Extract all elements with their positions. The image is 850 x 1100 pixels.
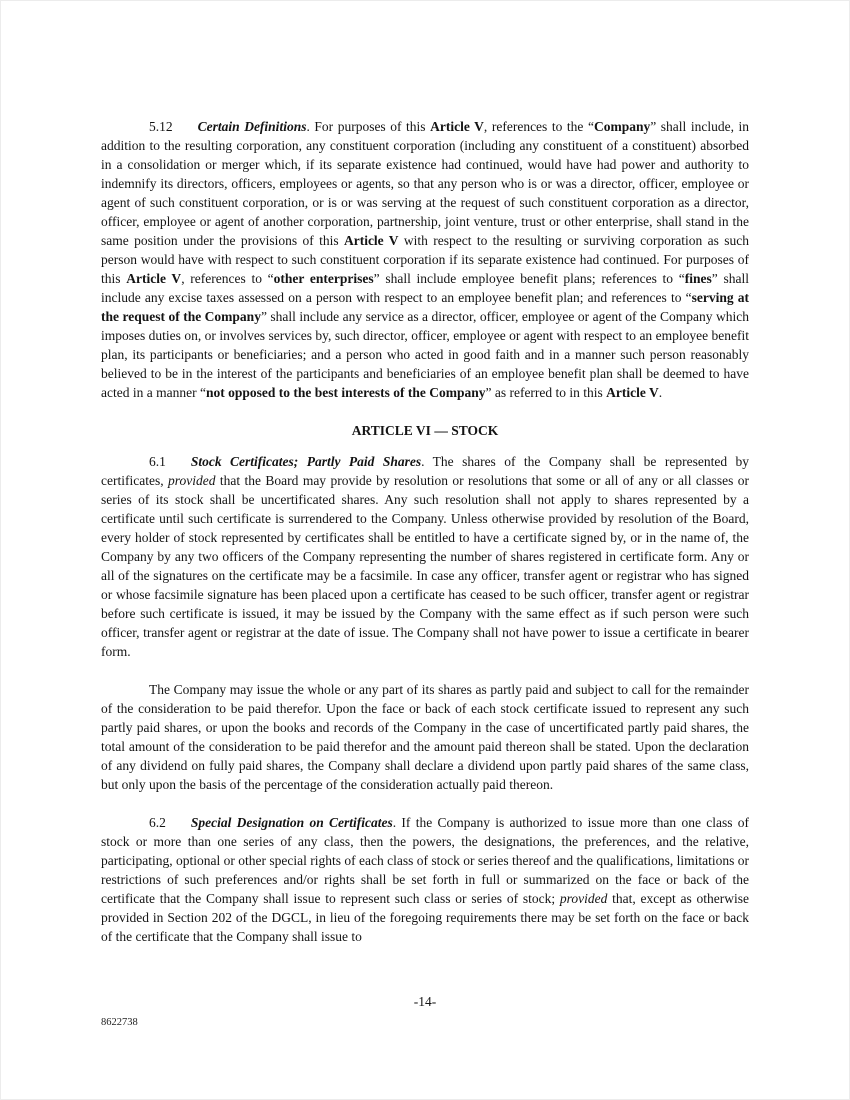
paragraph (101, 117, 749, 402)
document-content (101, 117, 749, 946)
text-run: other enterprises (273, 271, 374, 286)
text-run: provided (167, 473, 216, 488)
text-run: ARTICLE VI — STOCK (351, 423, 499, 438)
text-run: Article V (606, 385, 659, 400)
text-run: not opposed to the best interests of the Company (205, 385, 486, 400)
text-run: that, except as otherwise provided in Section 202 of the DGCL, in lieu of the foregoing requirements there may be set forth on the face or back of the certificate that the Company shall issue to (101, 891, 749, 944)
text-run: with respect to the resulting or surviving corporation as such person would have with respect to such constituent corporation if its separate existence had continued. For purposes of this (101, 233, 749, 286)
paragraph (101, 680, 749, 794)
text-run: ” as referred to in this (485, 385, 607, 400)
text-run: fines (684, 271, 712, 286)
text-run: 6.2 (149, 815, 166, 830)
text-run: 6.1 (149, 454, 166, 469)
text-run: Special Designation on Certificates (190, 815, 393, 830)
text-run: serving at the request of the Company (101, 290, 749, 324)
text-run: The Company may issue the whole or any part of its shares as partly paid and subject to call for the remainder of the consideration to be paid therefor. Upon the face or back of each stock certificate issued to represent any such partly paid shares, or upon the books and records of the Company in the case of uncertificated partly paid shares, the total amount of the consideration to be paid therefor and the amount paid thereon shall be stated. Upon the declaration of any dividend on fully paid shares, the Company shall declare a dividend upon partly paid shares of the same class, but only upon the basis of the percentage of the consideration actually paid thereon. (101, 682, 749, 792)
text-run: Stock Certificates; Partly Paid Shares (190, 454, 422, 469)
document-id-footer: 8622738 (101, 1017, 138, 1028)
paragraph (101, 813, 749, 946)
text-run: Certain Definitions (197, 119, 307, 134)
text-run: Article V (126, 271, 182, 286)
text-run: . The shares of the Company shall be represented by certificates, (101, 454, 749, 488)
text-run: . For purposes of this (306, 119, 431, 134)
text-run: ” shall include any service as a director, officer, employee or agent of the Company which imposes duties on, or involves services by, such director, officer, employee or agent with respect to an employee benefit plan, its participants or beneficiaries; and a person who acted in good faith and in a manner such person reasonably believed to be in the interest of the participants and beneficiaries of an employee benefit plan shall be deemed to have acted in a manner “ (101, 309, 749, 400)
text-run: ” shall include, in addition to the resulting corporation, any constituent corporation (including any constituent of a constituent) absorbed in a consolidation or merger which, if its separate existence had continued, would have had power and authority to indemnify its directors, officers, employees or agents, so that any person who is or was a director, officer, employee or agent of such constituent corporation, or is or was serving at the request of such constituent corporation as a director, officer, employee or agent of another corporation, partnership, joint venture, trust or other enterprise, shall stand in the same position under the provisions of this (101, 119, 750, 248)
text-run: Article V (343, 233, 399, 248)
text-run: , references to “ (181, 271, 274, 286)
page-number: -14- (413, 994, 437, 1009)
paragraph (101, 452, 749, 661)
text-run: Article V (430, 119, 484, 134)
text-run: 5.12 (149, 119, 173, 134)
text-run: . If the Company is authorized to issue more than one class of stock or more than one series of any class, then the powers, the designations, the preferences, and the relative, participating, optional or other special rights of each class of stock or series thereof and the qualifications, limitations or restrictions of such preferences and/or rights shall be set forth in full or summarized on the face or back of the certificate that the Company shall issue to represent such class or series of stock; (101, 815, 749, 906)
text-run: ” shall include employee benefit plans; references to “ (373, 271, 685, 286)
text-run: , references to the “ (483, 119, 594, 134)
text-run: that the Board may provide by resolution or resolutions that some or all of any or all classes or series of its stock shall be uncertificated shares. Any such resolution shall not apply to shares represented by a certificate until such certificate is surrendered to the Company. Unless otherwise provided by resolution of the Board, every holder of stock represented by certificates shall be entitled to have a certificate signed by, or in the name of, the Company by any two officers of the Company representing the number of shares registered in certificate form. Any or all of the signatures on the certificate may be a facsimile. In case any officer, transfer agent or registrar who has signed or whose facsimile signature has been placed upon a certificate has ceased to be such officer, transfer agent or registrar before such certificate is issued, it may be issued by the Company with the same effect as if such person were such officer, transfer agent or registrar at the date of issue. The Company shall not have power to issue a certificate in bearer form. (101, 473, 749, 659)
article-heading (101, 421, 749, 440)
text-run: provided (559, 891, 608, 906)
text-run: . (658, 385, 663, 400)
text-run: Company (593, 119, 651, 134)
text-run: ” shall include any excise taxes assessed on a person with respect to an employee benefit plan; and references to “ (101, 271, 749, 305)
